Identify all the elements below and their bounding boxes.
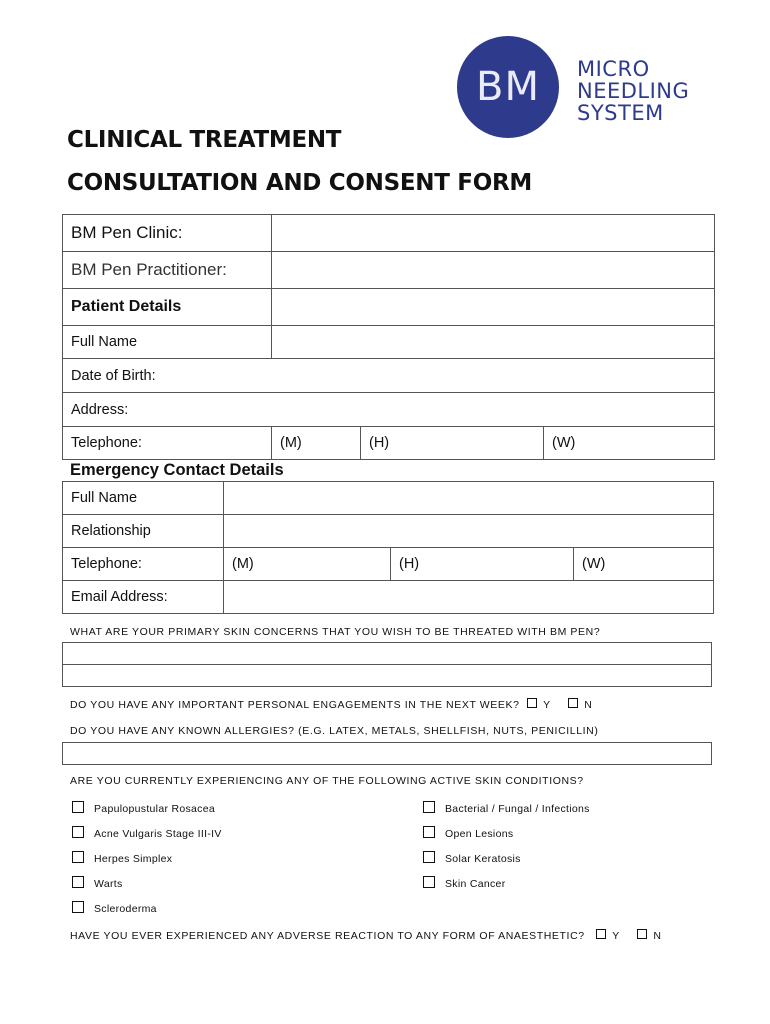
emergency-email-field[interactable] [224,581,714,614]
engagements-yes-label: Y [543,699,551,711]
emergency-telephone-label: Telephone: [63,548,224,581]
emergency-email-label: Email Address: [63,581,224,614]
checkbox-icon[interactable] [72,801,84,813]
anaesthetic-no-label: N [653,930,662,942]
condition-open-lesions[interactable] [423,826,513,840]
patient-address-field[interactable]: Address: [63,393,715,427]
emergency-contact-heading: Emergency Contact Details [70,461,284,479]
emergency-full-name-label: Full Name [63,482,224,515]
checkbox-icon[interactable] [423,876,435,888]
logo-line-1: MICRO [577,57,650,81]
checkbox-icon[interactable] [423,826,435,838]
anaesthetic-yes-checkbox[interactable] [596,929,606,939]
checkbox-icon[interactable] [72,826,84,838]
skin-concerns-field-1[interactable] [62,642,712,665]
condition-papulopustular-rosacea[interactable] [72,801,215,815]
engagements-no-label: N [584,699,593,711]
condition-label: Scleroderma [94,903,157,915]
condition-label: Solar Keratosis [445,853,521,865]
emergency-relationship-label: Relationship [63,515,224,548]
condition-herpes-simplex[interactable] [72,851,172,865]
practitioner-label: BM Pen Practitioner: [63,252,272,289]
condition-label: Acne Vulgaris Stage III-IV [94,828,222,840]
patient-dob-field[interactable]: Date of Birth: [63,359,715,393]
patient-phone-home-field[interactable]: (H) [361,427,544,460]
checkbox-icon[interactable] [72,901,84,913]
engagements-yes-checkbox[interactable] [527,698,537,708]
engagements-no-checkbox[interactable] [568,698,578,708]
skin-concerns-field-2[interactable] [62,664,712,687]
anaesthetic-yes-option[interactable] [596,929,620,942]
anaesthetic-no-checkbox[interactable] [637,929,647,939]
patient-full-name-field[interactable] [272,326,715,359]
condition-warts[interactable] [72,876,123,890]
emergency-full-name-field[interactable] [224,482,714,515]
practitioner-field[interactable] [272,252,715,289]
allergies-field[interactable] [62,742,712,765]
checkbox-icon[interactable] [423,851,435,863]
engagements-question-text: DO YOU HAVE ANY IMPORTANT PERSONAL ENGAGEMENTS IN THE NEXT WEEK? [70,699,520,711]
brand-logo [457,36,707,136]
patient-full-name-label: Full Name [63,326,272,359]
emergency-phone-work-field[interactable]: (W) [574,548,714,581]
checkbox-icon[interactable] [72,851,84,863]
anaesthetic-question-text: HAVE YOU EVER EXPERIENCED ANY ADVERSE REACTION TO ANY FORM OF ANAESTHETIC? [70,930,585,942]
patient-details-table [62,214,715,460]
skin-concerns-question: WHAT ARE YOUR PRIMARY SKIN CONCERNS THAT YOU WISH TO BE THREATED WITH BM PEN? [70,626,601,638]
checkbox-icon[interactable] [423,801,435,813]
emergency-phone-mobile-field[interactable]: (M) [224,548,391,581]
engagements-no-option[interactable] [568,698,592,711]
form-title-line-1: CLINICAL TREATMENT [67,127,342,153]
engagements-question [70,698,592,711]
condition-label: Open Lesions [445,828,514,840]
patient-phone-work-field[interactable]: (W) [544,427,715,460]
anaesthetic-question [70,929,662,942]
condition-label: Papulopustular Rosacea [94,803,216,815]
logo-line-2: NEEDLING [577,79,690,103]
condition-acne-vulgaris[interactable] [72,826,222,840]
skin-conditions-question: ARE YOU CURRENTLY EXPERIENCING ANY OF THE FOLLOWING ACTIVE SKIN CONDITIONS? [70,775,584,787]
anaesthetic-no-option[interactable] [637,929,661,942]
condition-scleroderma[interactable] [72,901,157,915]
condition-label: Bacterial / Fungal / Infections [445,803,590,815]
patient-telephone-label: Telephone: [63,427,272,460]
patient-details-heading: Patient Details [63,289,272,326]
emergency-contact-table [62,481,714,614]
patient-heading-blank [272,289,715,326]
condition-label: Skin Cancer [445,878,506,890]
logo-wordmark [577,58,689,124]
condition-solar-keratosis[interactable] [423,851,521,865]
anaesthetic-yes-label: Y [612,930,620,942]
checkbox-icon[interactable] [72,876,84,888]
engagements-yes-option[interactable] [527,698,551,711]
form-title-line-2: CONSULTATION AND CONSENT FORM [67,170,532,196]
logo-circle: BM [457,36,559,138]
logo-line-3: SYSTEM [577,101,664,125]
emergency-phone-home-field[interactable]: (H) [391,548,574,581]
clinic-field[interactable] [272,215,715,252]
clinic-label: BM Pen Clinic: [63,215,272,252]
patient-phone-mobile-field[interactable]: (M) [272,427,361,460]
condition-label: Warts [94,878,123,890]
condition-bacterial-fungal-infections[interactable] [423,801,590,815]
condition-label: Herpes Simplex [94,853,173,865]
condition-skin-cancer[interactable] [423,876,506,890]
allergies-question: DO YOU HAVE ANY KNOWN ALLERGIES? (E.G. LATEX, METALS, SHELLFISH, NUTS, PENICILLIN) [70,725,599,737]
emergency-relationship-field[interactable] [224,515,714,548]
